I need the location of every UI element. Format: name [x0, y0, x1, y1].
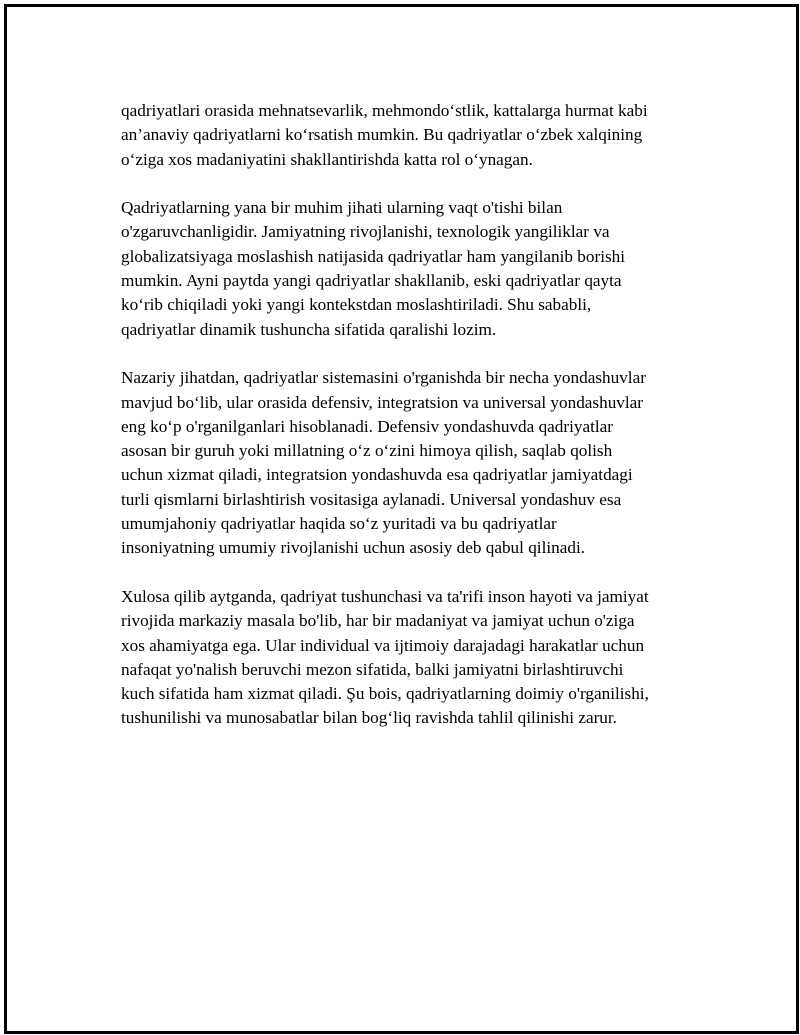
document-body — [121, 99, 711, 755]
paragraph-4 — [121, 585, 711, 731]
text-line: an’anaviy qadriyatlarni ko‘rsatish mumkin. Bu qadriyatlar o‘zbek xalqining — [121, 125, 643, 145]
text-line: o'zgaruvchanligidir. Jamiyatning rivojlanishi, texnologik yangiliklar va — [121, 222, 610, 242]
text-line: mavjud bo‘lib, ular orasida defensiv, integratsion va universal yondashuvlar — [121, 392, 644, 412]
text-line: globalizatsiyaga moslashish natijasida qadriyatlar ham yangilanib borishi — [121, 246, 626, 266]
text-line: uchun xizmat qiladi, integratsion yondashuvda esa qadriyatlar jamiyatdagi — [121, 465, 633, 485]
document-page — [4, 4, 799, 1034]
text-line: umumjahoniy qadriyatlar haqida so‘z yuritadi va bu qadriyatlar — [121, 514, 557, 534]
text-line: qadriyatlari orasida mehnatsevarlik, mehmondo‘stlik, kattalarga hurmat kabi — [121, 101, 648, 120]
text-line: rivojida markaziy masala bo'lib, har bir madaniyat va jamiyat uchun o'ziga — [121, 611, 635, 631]
text-line: insoniyatning umumiy rivojlanishi uchun asosiy deb qabul qilinadi. — [121, 538, 586, 558]
paragraph-1 — [121, 99, 711, 172]
text-line: xos ahamiyatga ega. Ular individual va ijtimoiy darajadagi harakatlar uchun — [121, 635, 645, 655]
text-line: asosan bir guruh yoki millatning o‘z o‘zini himoya qilish, saqlab qolish — [121, 441, 613, 461]
text-line: nafaqat yo'nalish beruvchi mezon sifatida, balki jamiyatni birlashtiruvchi — [121, 659, 624, 679]
text-line: kuch sifatida ham xizmat qiladi. Şu bois, qadriyatlarning doimiy o'rganilishi, — [121, 684, 649, 704]
text-line: tushunilishi va munosabatlar bilan bog‘liq ravishda tahlil qilinishi zarur. — [121, 708, 617, 728]
text-line: turli qismlarni birlashtirish vositasiga aylanadi. Universal yondashuv esa — [121, 489, 622, 509]
text-line: qadriyatlar dinamik tushuncha sifatida qaralishi lozim. — [121, 319, 497, 339]
text-line: Nazariy jihatdan, qadriyatlar sistemasini o'rganishda bir necha yondashuvlar — [121, 368, 646, 388]
paragraph-2 — [121, 196, 711, 342]
text-line: Xulosa qilib aytganda, qadriyat tushunchasi va ta'rifi inson hayoti va jamiyat — [121, 586, 649, 606]
text-line: mumkin. Ayni paytda yangi qadriyatlar shakllanib, eski qadriyatlar qayta — [121, 271, 622, 291]
text-line: Qadriyatlarning yana bir muhim jihati ularning vaqt o'tishi bilan — [121, 198, 563, 218]
text-line: eng ko‘p o'rganilganlari hisoblanadi. Defensiv yondashuvda qadriyatlar — [121, 416, 614, 436]
paragraph-3 — [121, 366, 711, 560]
text-line: o‘ziga xos madaniyatini shakllantirishda katta rol o‘ynagan. — [121, 149, 533, 169]
text-line: ko‘rib chiqiladi yoki yangi kontekstdan moslashtiriladi. Shu sababli, — [121, 295, 592, 315]
